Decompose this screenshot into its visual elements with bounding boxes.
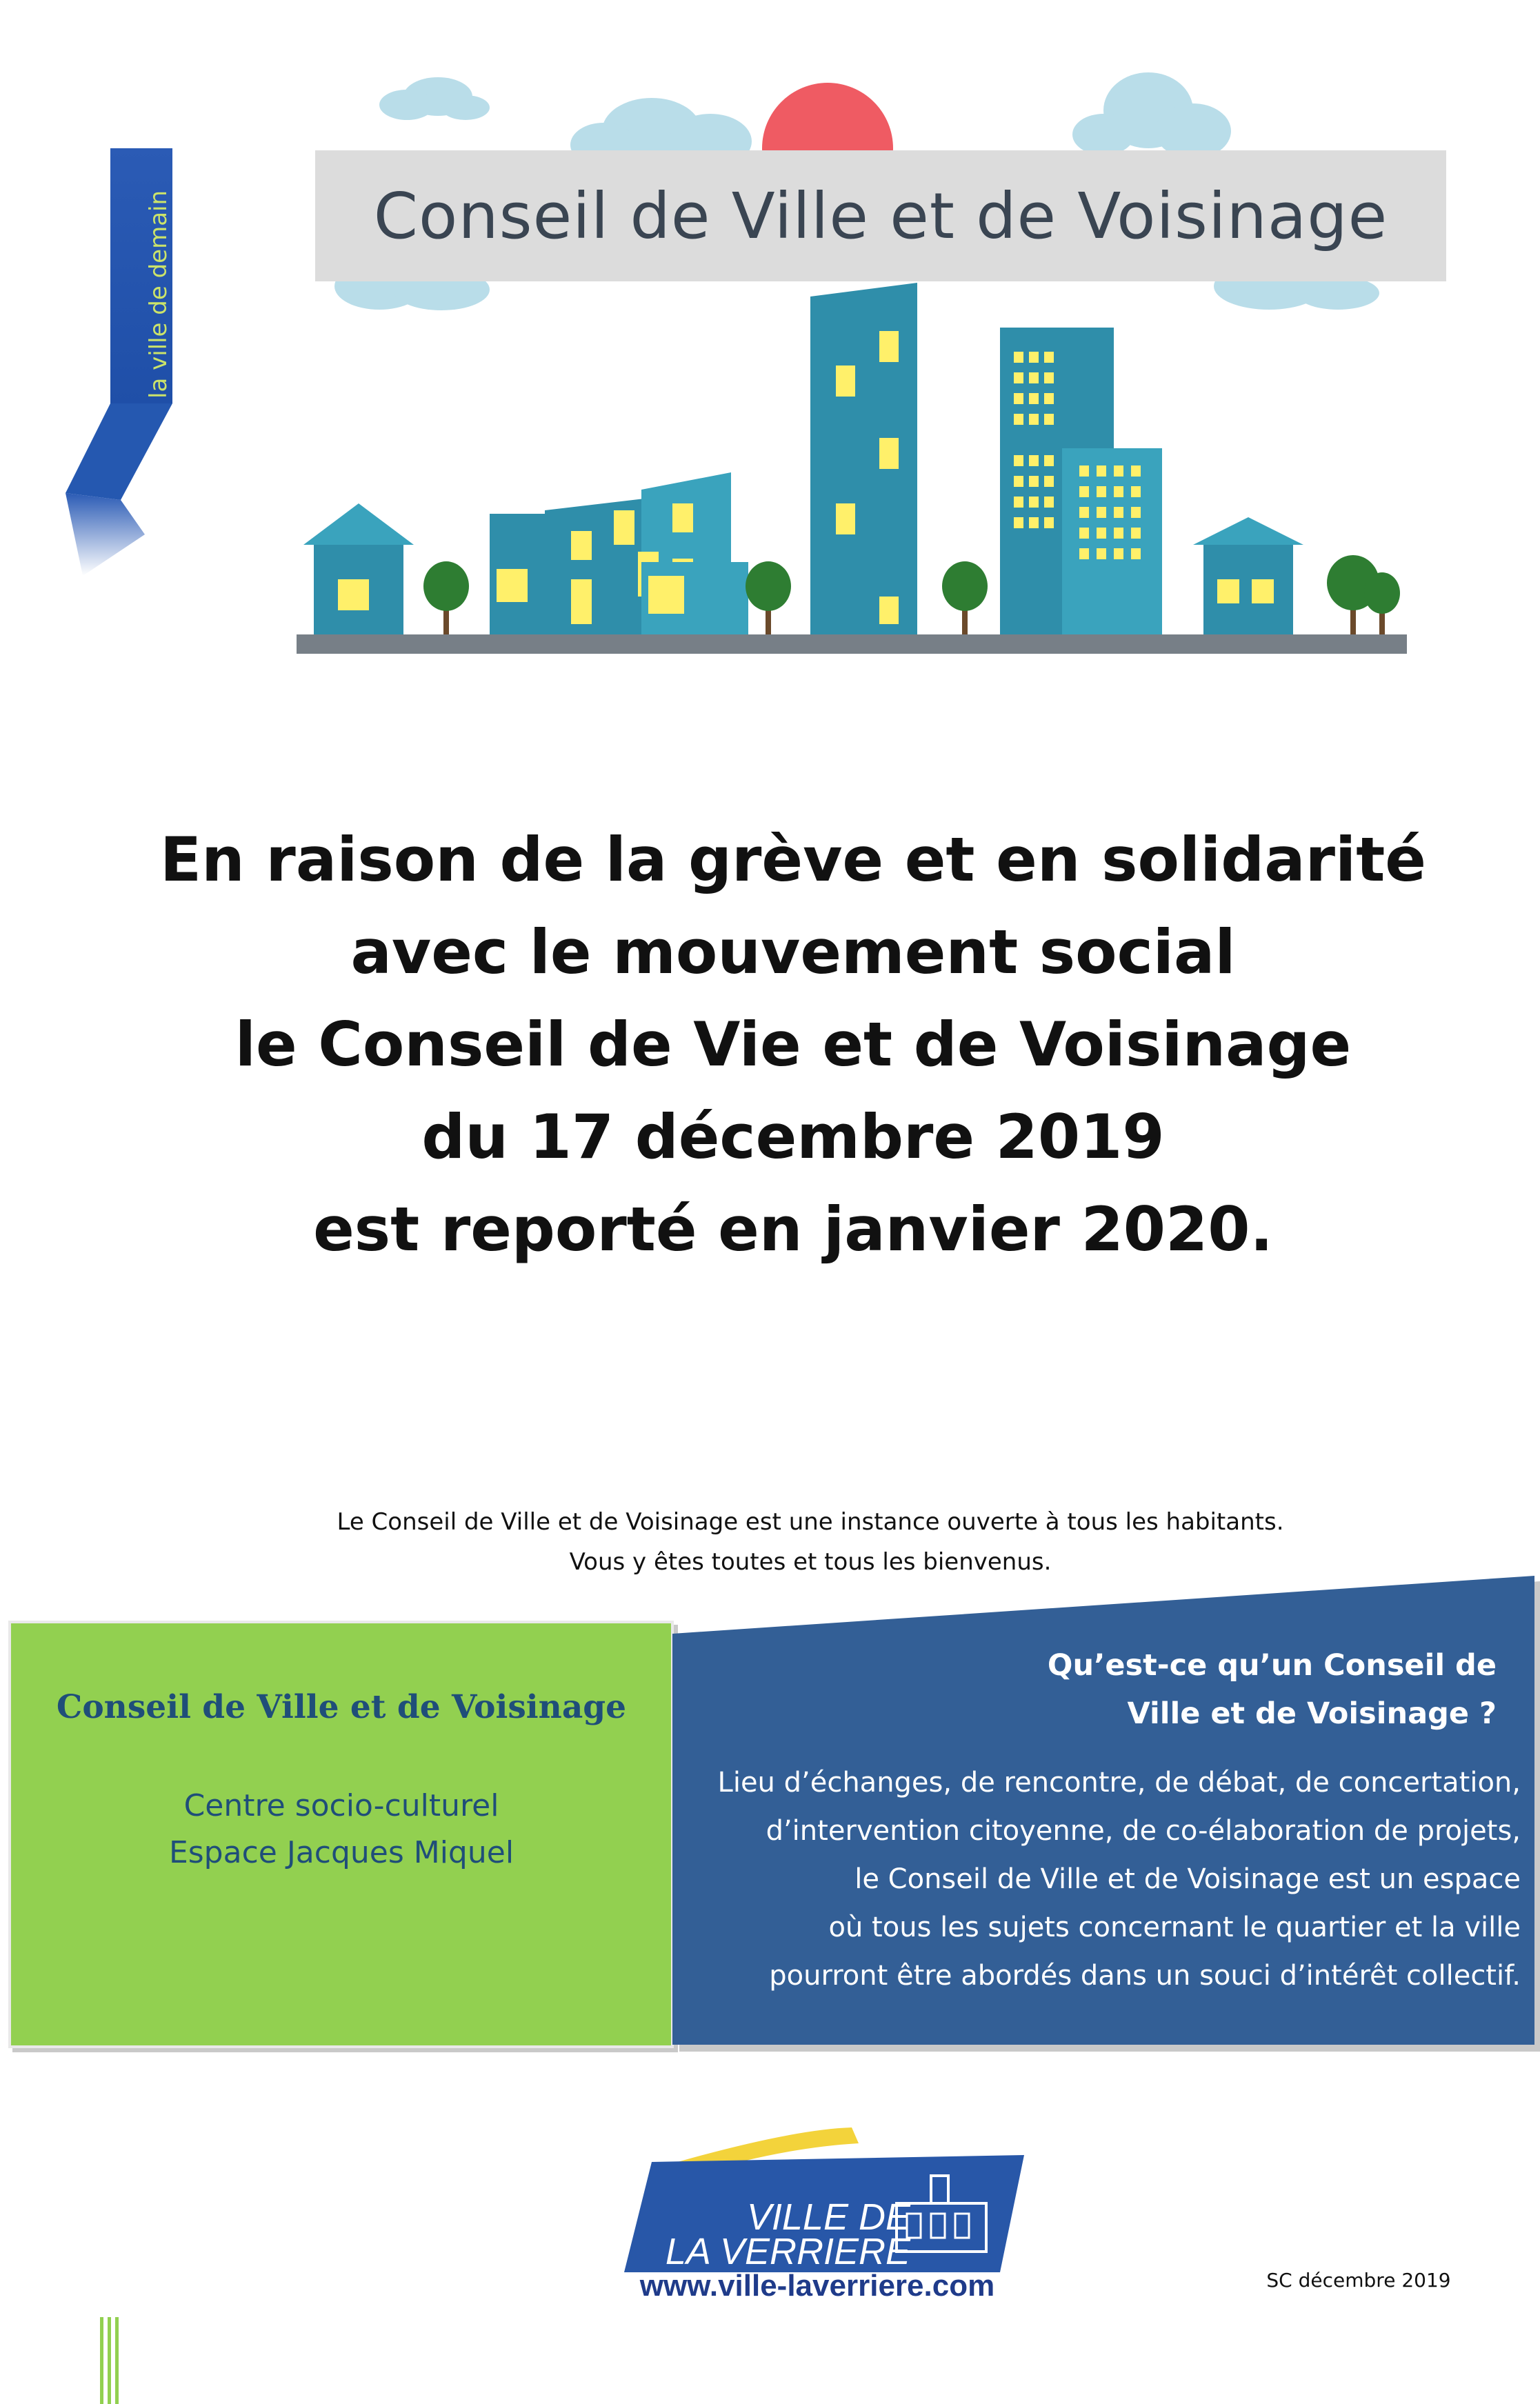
headline-line: le Conseil de Vie et de Voisinage xyxy=(234,1009,1352,1080)
side-logo-line2: C'EST VOUS xyxy=(171,225,201,399)
city-logo-line1: VILLE DE xyxy=(746,2196,910,2238)
info-body-line: Lieu d’échanges, de rencontre, de débat, de concertation, xyxy=(717,1767,1521,1799)
location-place-line: Espace Jacques Miquel xyxy=(168,1835,514,1870)
intro-text xyxy=(207,1502,1414,1582)
headline-line: avec le mouvement social xyxy=(350,916,1236,988)
info-title-line: Ville et de Voisinage ? xyxy=(1127,1696,1497,1731)
side-logo-text xyxy=(110,157,201,405)
info-body-line: pourront être abordés dans un souci d’intérêt collectif. xyxy=(769,1960,1521,1992)
intro-line: Le Conseil de Ville et de Voisinage est une instance ouverte à tous les habitants. xyxy=(337,1508,1284,1536)
house-shape xyxy=(1193,517,1303,634)
banner-title: Conseil de Ville et de Voisinage xyxy=(315,150,1446,281)
city-logo-url: www.ville-laverriere.com xyxy=(639,2269,995,2303)
house-shape xyxy=(303,503,414,634)
ground-strip xyxy=(297,634,1407,654)
headline-line: du 17 décembre 2019 xyxy=(421,1101,1165,1172)
decorative-lines xyxy=(100,2317,121,2404)
side-logo-line1: la ville de demain xyxy=(145,190,172,399)
info-title-line: Qu’est-ce qu’un Conseil de xyxy=(1047,1648,1497,1683)
location-address xyxy=(28,1783,655,1876)
building-shape xyxy=(810,283,917,634)
headline-line: est reporté en janvier 2020. xyxy=(313,1194,1273,1265)
city-logo-line2: LA VERRIERE xyxy=(665,2231,910,2272)
building-shape xyxy=(641,562,748,634)
info-body-line: d’intervention citoyenne, de co-élaboration de projets, xyxy=(766,1815,1521,1847)
city-logo-name xyxy=(634,2196,910,2272)
building-shape xyxy=(1000,328,1162,634)
info-body xyxy=(697,1759,1521,2000)
info-body-line: où tous les sujets concernant le quartier et la ville xyxy=(828,1912,1521,1943)
intro-line: Vous y êtes toutes et tous les bienvenus. xyxy=(569,1548,1052,1576)
info-body-line: le Conseil de Ville et de Voisinage est un espace xyxy=(854,1863,1521,1895)
headline xyxy=(69,814,1517,1276)
info-title xyxy=(731,1641,1497,1738)
location-title: Conseil de Ville et de Voisinage xyxy=(56,1688,627,1726)
location-place-line: Centre socio-culturel xyxy=(183,1788,499,1823)
headline-line: En raison de la grève et en solidarité xyxy=(160,824,1426,895)
footer-note: SC décembre 2019 xyxy=(1266,2269,1451,2292)
